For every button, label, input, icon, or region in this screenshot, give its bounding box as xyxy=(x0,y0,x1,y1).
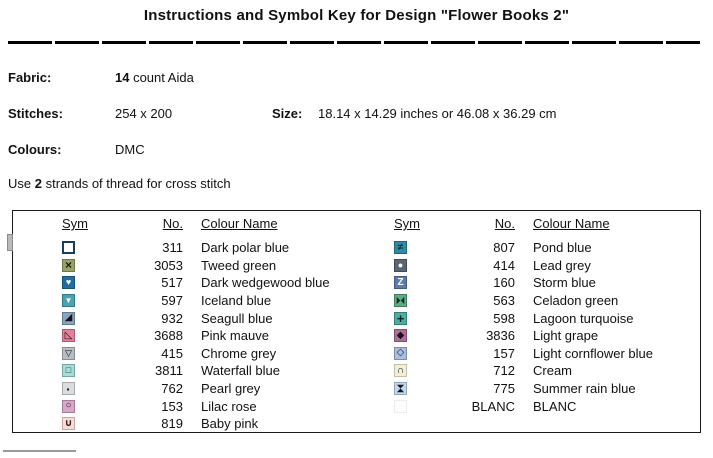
table-row xyxy=(379,345,699,363)
colour-name: Lilac rose xyxy=(201,398,257,414)
table-row xyxy=(379,309,699,327)
table-row xyxy=(47,292,377,310)
colour-name: Light grape xyxy=(533,328,599,344)
colour-name: Dark wedgewood blue xyxy=(201,275,330,291)
intersection-icon: ∩ xyxy=(394,364,407,377)
thread-number: 517 xyxy=(161,275,183,291)
table-row xyxy=(47,327,377,345)
size-value: 18.14 x 14.29 inches or 46.08 x 36.29 cm xyxy=(318,106,557,121)
table-row xyxy=(379,239,699,257)
heart-icon: ♥ xyxy=(62,276,75,289)
divider-rule xyxy=(8,41,700,44)
table-row xyxy=(47,362,377,380)
colour-name: Dark polar blue xyxy=(201,240,290,256)
colour-name: Light cornflower blue xyxy=(533,345,653,361)
key-rows-left xyxy=(47,239,377,433)
colour-name: BLANC xyxy=(533,398,577,414)
thread-number: 563 xyxy=(493,293,515,309)
fabric-rest: count Aida xyxy=(129,70,194,85)
table-row xyxy=(379,274,699,292)
triangle-down-outline-icon: ▽ xyxy=(62,347,75,360)
table-row xyxy=(47,309,377,327)
header-name: Colour Name xyxy=(201,216,278,231)
stitches-value: 254 x 200 xyxy=(115,106,173,121)
symbol-cell xyxy=(47,259,105,272)
thread-number: 157 xyxy=(493,345,515,361)
thread-number: 762 xyxy=(161,381,183,397)
symbol-cell xyxy=(47,364,105,377)
lower-left-triangle-icon: ◺ xyxy=(62,329,75,342)
x-mark-icon: × xyxy=(62,259,75,272)
symbol-cell xyxy=(379,276,437,289)
colour-name: Pond blue xyxy=(533,240,592,256)
open-square-icon xyxy=(62,241,75,254)
thread-number: 153 xyxy=(161,398,183,414)
table-row xyxy=(379,327,699,345)
key-header-row xyxy=(47,216,377,231)
header-no: No. xyxy=(494,216,515,231)
table-row xyxy=(379,292,699,310)
fabric-count: 14 xyxy=(115,70,130,85)
header-sym: Sym xyxy=(62,216,88,231)
circle-filled-icon: ● xyxy=(394,259,407,272)
table-row xyxy=(379,380,699,398)
diamond-filled-icon: ◆ xyxy=(394,329,407,342)
table-row xyxy=(47,397,377,415)
strands-suffix: strands of thread for cross stitch xyxy=(41,176,231,191)
symbol-cell xyxy=(47,347,105,360)
symbol-cell xyxy=(379,259,437,272)
page-title: Instructions and Symbol Key for Design "Flower Books 2" xyxy=(143,7,570,24)
symbol-cell xyxy=(47,294,105,307)
colour-name: Baby pink xyxy=(201,416,259,432)
symbol-cell xyxy=(47,382,105,395)
dot-icon: · xyxy=(62,382,75,395)
corner-triangle-icon: ◢ xyxy=(62,312,75,325)
symbol-cell xyxy=(47,417,105,430)
colour-name: Iceland blue xyxy=(201,293,272,309)
table-row xyxy=(379,397,699,415)
thread-number: 3836 xyxy=(486,328,515,344)
thread-number: 712 xyxy=(493,363,515,379)
thread-number: 775 xyxy=(493,381,515,397)
table-row xyxy=(47,257,377,275)
thread-number: 807 xyxy=(493,240,515,256)
thread-number: 932 xyxy=(161,310,183,326)
not-equal-icon: ≠ xyxy=(394,241,407,254)
table-row xyxy=(47,415,377,433)
table-row xyxy=(47,345,377,363)
symbol-cell xyxy=(47,276,105,289)
colour-name: Lagoon turquoise xyxy=(533,310,634,326)
colour-name: Celadon green xyxy=(533,293,619,309)
colour-name: Seagull blue xyxy=(201,310,273,326)
letter-z-icon: Z xyxy=(394,276,407,289)
thread-number: BLANC xyxy=(471,398,515,414)
blank-icon xyxy=(394,400,407,413)
thread-number: 414 xyxy=(493,257,515,273)
fabric-label: Fabric: xyxy=(8,70,52,85)
colour-name: Pearl grey xyxy=(201,381,261,397)
colour-name: Pink mauve xyxy=(201,328,269,344)
symbol-cell xyxy=(379,400,437,413)
symbol-cell xyxy=(379,294,437,307)
square-outline-icon: □ xyxy=(62,364,75,377)
colour-name: Chrome grey xyxy=(201,345,277,361)
hourglass-icon xyxy=(394,382,407,395)
strands-prefix: Use xyxy=(8,176,35,191)
colour-name: Cream xyxy=(533,363,573,379)
symbol-cell xyxy=(379,347,437,360)
thread-number: 3053 xyxy=(154,257,183,273)
table-row xyxy=(379,362,699,380)
triangle-down-filled-icon: ▼ xyxy=(62,294,75,307)
symbol-cell xyxy=(379,364,437,377)
colour-name: Lead grey xyxy=(533,257,591,273)
colours-value: DMC xyxy=(115,142,145,157)
header-name: Colour Name xyxy=(533,216,610,231)
circle-outline-icon: ○ xyxy=(62,400,75,413)
colour-name: Waterfall blue xyxy=(201,363,280,379)
symbol-cell xyxy=(47,241,105,254)
table-row xyxy=(47,380,377,398)
colour-name: Tweed green xyxy=(201,257,277,273)
plus-icon: + xyxy=(394,312,407,325)
symbol-cell xyxy=(47,400,105,413)
thread-number: 415 xyxy=(161,345,183,361)
thread-number: 160 xyxy=(493,275,515,291)
symbol-cell xyxy=(47,329,105,342)
size-label: Size: xyxy=(272,106,303,121)
strands-count: 2 xyxy=(34,176,42,191)
thread-number: 597 xyxy=(161,293,183,309)
colour-name: Storm blue xyxy=(533,275,596,291)
key-rows-right xyxy=(379,239,699,415)
colour-name: Summer rain blue xyxy=(533,381,636,397)
symbol-cell xyxy=(379,241,437,254)
scrollbar-handle[interactable] xyxy=(7,234,13,251)
key-header-row xyxy=(379,216,699,231)
fabric-value xyxy=(115,70,194,85)
thread-number: 311 xyxy=(162,240,183,256)
symbol-cell xyxy=(47,312,105,325)
thread-number: 3811 xyxy=(155,363,183,379)
table-row xyxy=(379,257,699,275)
table-row xyxy=(47,239,377,257)
diamond-outline-icon: ◇ xyxy=(394,347,407,360)
page-edge-line xyxy=(3,450,76,452)
symbol-cell xyxy=(379,382,437,395)
stitches-label: Stitches: xyxy=(8,106,63,121)
u-shape-icon: ∪ xyxy=(62,417,75,430)
table-row xyxy=(47,274,377,292)
symbol-cell xyxy=(379,312,437,325)
symbol-key-table xyxy=(12,210,701,433)
thread-number: 3688 xyxy=(154,328,183,344)
header-no: No. xyxy=(162,216,183,231)
colours-label: Colours: xyxy=(8,142,62,157)
strands-note xyxy=(8,176,231,191)
thread-number: 598 xyxy=(493,310,515,326)
bowtie-icon xyxy=(394,294,407,307)
symbol-cell xyxy=(379,329,437,342)
thread-number: 819 xyxy=(161,416,183,432)
header-sym: Sym xyxy=(394,216,420,231)
